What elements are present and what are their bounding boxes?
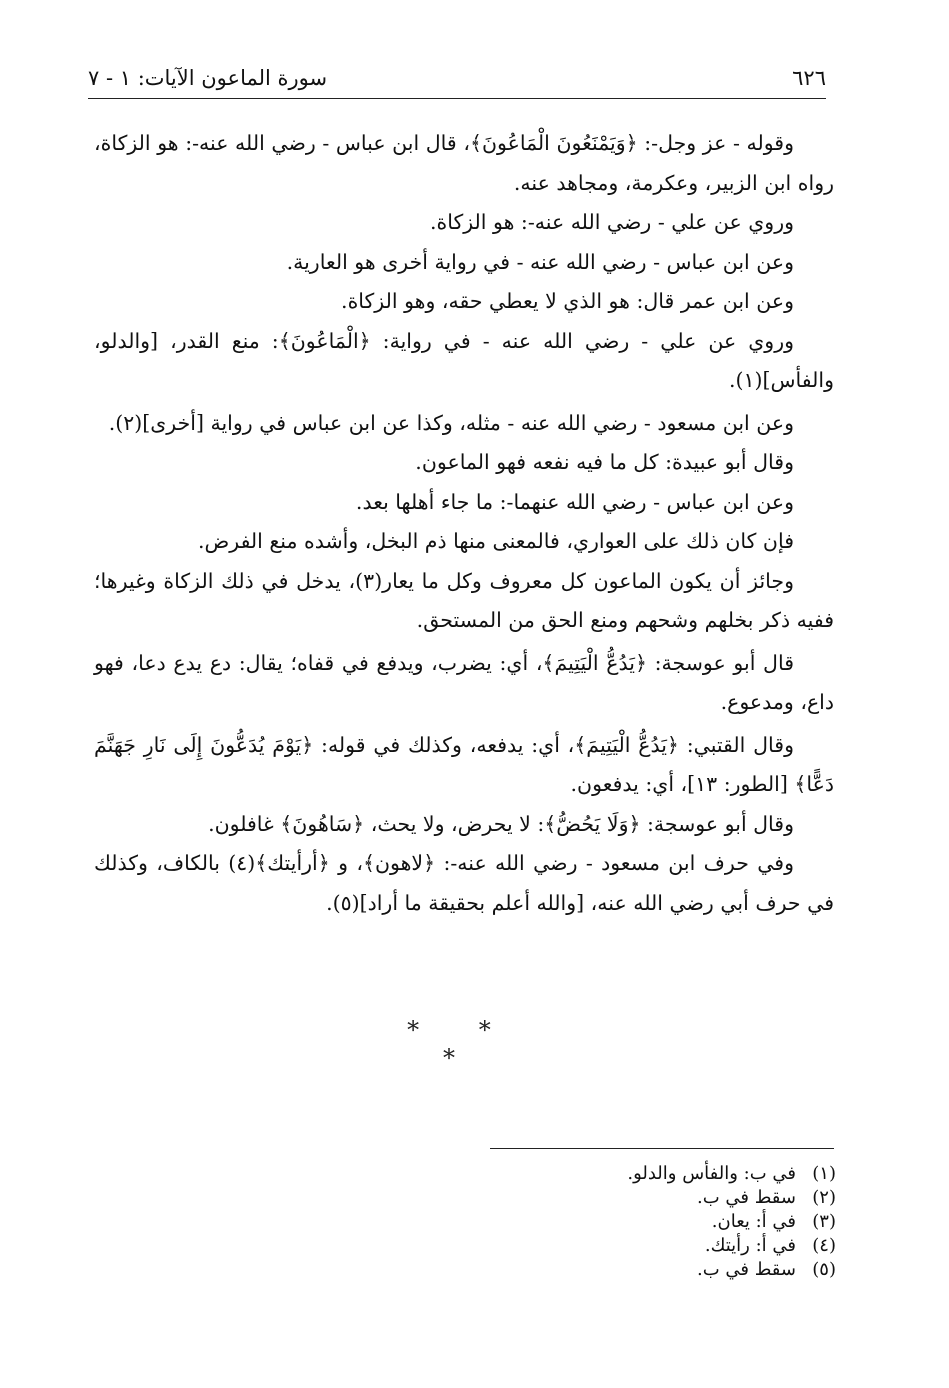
paragraph: وقال أبو عبيدة: كل ما فيه نفعه فهو الماعون. [415, 450, 794, 474]
paragraph: وعن ابن عباس - رضي الله عنهما-: ما جاء أهلها بعد. [355, 489, 794, 514]
footnote [500, 1210, 836, 1234]
paragraph: وروي عن علي - رضي الله عنه-: هو الزكاة. [429, 210, 794, 234]
paragraph: وفي حرف ابن مسعود - رضي الله عنه-: ﴿لاهون﴾، و ﴿أرأيتك﴾(٤) بالكاف، وكذلك في حرف أبي رضي الله عنه، [والله أعلم بحقيقة ما أراد](٥). [94, 851, 834, 915]
body-text [94, 124, 834, 923]
section-separator: * * * [407, 1016, 517, 1072]
footnote [500, 1186, 836, 1210]
footnote-text: سقط في ب. [697, 1259, 796, 1280]
footnote-text: في أ: رأيتك. [704, 1235, 796, 1256]
footnote-text: في أ: يعان. [711, 1211, 796, 1232]
footnote-text: في ب: والفأس والدلو. [627, 1163, 796, 1184]
footnote-divider [490, 1148, 834, 1149]
footnotes [500, 1162, 836, 1282]
footnote-number: (٥) [812, 1259, 836, 1280]
paragraph: وجائز أن يكون الماعون كل معروف وكل ما يعار(٣)، يدخل في ذلك الزكاة وغيرها؛ ففيه ذكر بخلهم وشحهم ومنع الحق من المستحق. [94, 568, 834, 632]
paragraph: قال أبو عوسجة: ﴿يَدُعُّ الْيَتِيمَ﴾، أي: يضرب، ويدفع في قفاه؛ يقال: دع يدع دعا، فهو داع، ومدعوع. [94, 650, 834, 714]
page-header [88, 62, 826, 99]
footnote-number: (٤) [812, 1235, 836, 1256]
footnote-text: سقط في ب. [697, 1187, 796, 1208]
footnote-number: (١) [812, 1163, 836, 1184]
page-number: ٦٢٦ [792, 66, 826, 90]
footnote-number: (٣) [812, 1211, 836, 1232]
paragraph: فإن كان ذلك على العواري، فالمعنى منها ذم البخل، وأشده منع الفرض. [197, 529, 794, 553]
paragraph: وعن ابن عمر قال: هو الذي لا يعطي حقه، وهو الزكاة. [341, 289, 794, 313]
paragraph: وقال أبو عوسجة: ﴿وَلَا يَحُضُّ﴾: لا يحرض، ولا يحث، ﴿سَاهُونَ﴾ غافلون. [208, 811, 794, 836]
footnote [500, 1162, 836, 1186]
footnote [500, 1234, 836, 1258]
paragraph: وقال القتبي: ﴿يَدُعُّ الْيَتِيمَ﴾، أي: يدفعه، وكذلك في قوله: ﴿يَوْمَ يُدَعُّونَ إِلَى نَارِ جَهَنَّمَ دَعًّا﴾ [الطور: ١٣]، أي: يدفعون. [94, 732, 834, 796]
paragraph: وروي عن علي - رضي الله عنه - في رواية: ﴿الْمَاعُونَ﴾: منع القدر، [والدلو، والفأس](١). [94, 328, 834, 392]
paragraph: وعن ابن مسعود - رضي الله عنه - مثله، وكذا عن ابن عباس في رواية [أخرى](٢). [108, 410, 794, 435]
running-title: سورة الماعون الآيات: ١ - ٧ [88, 66, 328, 90]
paragraph: وعن ابن عباس - رضي الله عنه - في رواية أخرى هو العارية. [286, 249, 794, 274]
paragraph: وقوله - عز وجل-: ﴿وَيَمْنَعُونَ الْمَاعُونَ﴾، قال ابن عباس - رضي الله عنه-: هو الزكاة، رواه ابن الزبير، وعكرمة، ومجاهد عنه. [94, 131, 834, 195]
footnote [500, 1258, 836, 1282]
footnote-number: (٢) [812, 1187, 836, 1208]
